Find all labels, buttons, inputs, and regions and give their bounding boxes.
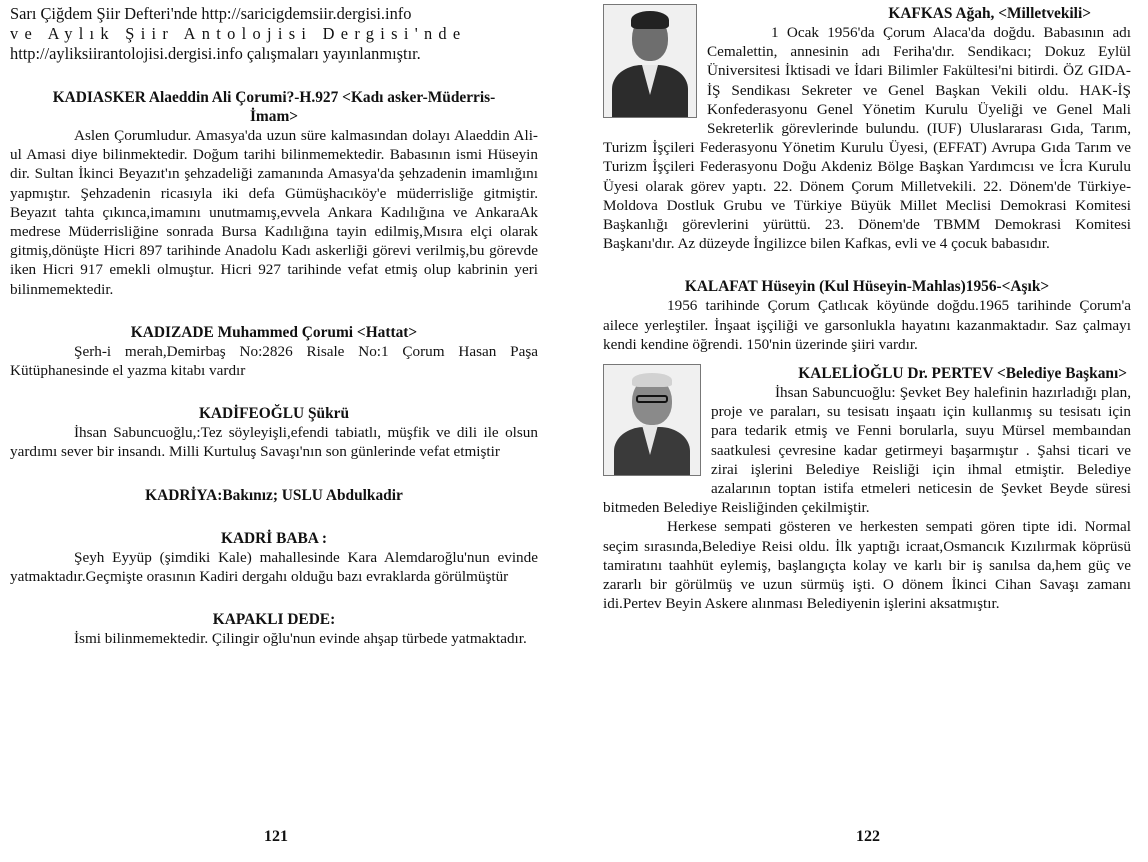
entry-text-kadifeoglu: İhsan Sabuncuoğlu,:Tez söyleyişli,efendi tabiatlı, müşfik ve dili ile olsun yardımı sever bir insandı. Milli Kurtuluş Savaşı'nın son günlerinde vefat etmiştir xyxy=(10,424,538,461)
entry-kafkas xyxy=(603,4,1131,253)
entry-text-kalelioglu-2: Herkese sempati gösteren ve herkesten sempati gören tipte idi. Normal seçim sırasında,Belediye Reisi oldu. İlk yaptığı icraat,Osmancık Kızılırmak köprüsü tamiratını taahhüt eylemiş, başlangıçta kolay ve karlı bir iş sanılsa da,hem güç ve zararlı bir görülmüş ve uzun sürmüş işti. O dönem İkinci Cihan Savaşı zamanı idi.Pertev Beyin Askere alınması Belediyenin işlerini aksatmıştır. xyxy=(603,518,1131,613)
right-page xyxy=(603,4,1131,613)
entry-title-kadiasker: KADIASKER Alaeddin Ali Çorumi?-H.927 <Kadı asker-Müderris-İmam> xyxy=(52,89,496,125)
entry-title-kadri-baba: KADRİ BABA : xyxy=(220,529,328,547)
portrait-photo-icon xyxy=(603,364,701,476)
entry-title-kafkas: KAFKAS Ağah, <Milletvekili> xyxy=(888,5,1091,22)
entry-kalelioglu xyxy=(603,364,1131,613)
entry-title-kadifeoglu: KADİFEOĞLU Şükrü xyxy=(198,405,350,423)
entry-title-kalelioglu: KALELİOĞLU Dr. PERTEV <Belediye Başkanı> xyxy=(798,365,1127,383)
entry-text-kalelioglu: İhsan Sabuncuoğlu: Şevket Bey halefinin hazırladığı plan, proje ve paraları, su tesisatı inşaatı için kullanmış su tesisatı için para tedarik etmiş ve Fenni borularla, suyu Mürsel membaından saatkulesi çevresine kadar getirmeyi başarmıştır . Şahsi ticari ve zirai işlerini Belediye Reisliği için ihmal etmiştir. Belediye azalarının toptan istifa etmeleri neticesin de Şevket Beyde süresi bitmeden Belediye Reisliğinden çekilmiştir. xyxy=(603,384,1131,517)
intro-line-3: http://ayliksiirantolojisi.dergisi.info çalışmaları yayınlanmıştır. xyxy=(10,44,421,63)
entry-title-kalafat: KALAFAT Hüseyin (Kul Hüseyin-Mahlas)1956-<Aşık> xyxy=(684,278,1050,296)
entry-title-kadizade: KADIZADE Muhammed Çorumi <Hattat> xyxy=(130,323,418,341)
entry-text-kapakli-dede: İsmi bilinmemektedir. Çilingir oğlu'nun evinde ahşap türbede yatmaktadır. xyxy=(74,630,527,648)
entry-text-kadiasker: Aslen Çorumludur. Amasya'da uzun süre kalmasından dolayı Alaeddin Ali-ul Amasi diye bilinmektedir. Doğum tarihi bilinmemektedir. Babasının ismi Hüseyin dir. Sultan İkinci Beyazıt'ın şehzadeliği zamanında Amasya'da şehzadenin imamlığını yapmıştır. Şehzadenin ricasıyla iki defa Gümüşhacıköy'e müderrisliğe gitmiştir. Beyazıt tahta çıkınca,imamını unutmamış,evvela Ankara Kadılığına ve AnkaraAk medrese Müderrisliğine sonrada Bursa Kadılığına tayin edilmiş,Mısıra elçi olarak gitmiş,dönüşte Hicri 897 tarihinde Anadolu Kadı askerliği görevi verilmiş,bu görevde iken Hicri 917 emekli olmuştur. Hicri 927 tarihinde vefat etmiş olup kabrinin yeri bilinmemektedir. xyxy=(10,127,538,298)
page-number-right: 122 xyxy=(856,828,880,845)
left-page xyxy=(10,4,538,648)
entry-text-kadri-baba: Şeyh Eyyüp (şimdiki Kale) mahallesinde Kara Alemdaroğlu'nun evinde yatmaktadır.Geçmişte orasının Kadiri dergahı olduğu bazı evraklarda görülmüştür xyxy=(10,548,538,585)
intro-line-1: Sarı Çiğdem Şiir Defteri'nde http://saricigdemsiir.dergisi.info xyxy=(10,4,412,23)
entry-text-kafkas: 1 Ocak 1956'da Çorum Alaca'da doğdu. Babasının adı Cemalettin, annesinin adı Feriha'dır. Sendikacı; Dokuz Eylül Üniversitesi İktisadi ve İdari Bilimler Fakültesi'ni bitirdi. ÖZ GIDA-İŞ Sendikası Sekreter ve Genel Başkan Vekili oldu. HAK-İŞ Konfederasyonu Genel Yönetim Kurulu Üyeliği ve Genel Mali Sekreterlik görevlerinde bulundu. (IUF) Uluslararası Gıda, Tarım, Turizm İşçileri Federasyonu Yönetim Kurulu Üyesi, (EFFAT) Avrupa Gıda Tarım ve Turizm İşçileri Federasyonu Doğu Akdeniz Bölge Başkan Yardımcısı ve İcra Kurulu Üyesi olarak görev yaptı. 22. Dönem Çorum Milletvekili. 22. Dönem'de Türkiye-Moldova Dostluk Grubu ve Türkiye Büyük Millet Meclisi Demokrasi Komitesi Başkanlığı görevlerini yürüttü. 23. Dönem'de TBMM Demokrasi Komitesi Başkanı'dır. Az düzeyde İngilizce bilen Kafkas, evli ve 4 çocuk babasıdır. xyxy=(603,24,1131,253)
entry-title-kadriya: KADRİYA:Bakınız; USLU Abdulkadir xyxy=(145,486,403,504)
entry-text-kalafat: 1956 tarihinde Çorum Çatlıcak köyünde doğdu.1965 tarihinde Çorum'a ailece yerleştiler. İnşaat işçiliği ve garsonlukla hayatını kazanmaktadır. Saz çalmayı kendi kendine öğrendi. 150'nin üzerinde şiiri vardır. xyxy=(603,297,1131,353)
intro-line-2: ve Aylık Şiir Antolojisi Dergisi'nde xyxy=(10,24,467,43)
intro-paragraph xyxy=(10,4,538,64)
page-number-left: 121 xyxy=(264,828,288,845)
portrait-photo-icon xyxy=(603,4,697,118)
entry-text-kadizade: Şerh-i merah,Demirbaş No:2826 Risale No:1 Çorum Hasan Paşa Kütüphanesinde el yazma kitabı vardır xyxy=(10,342,538,380)
entry-title-kapakli-dede: KAPAKLI DEDE: xyxy=(212,611,336,629)
